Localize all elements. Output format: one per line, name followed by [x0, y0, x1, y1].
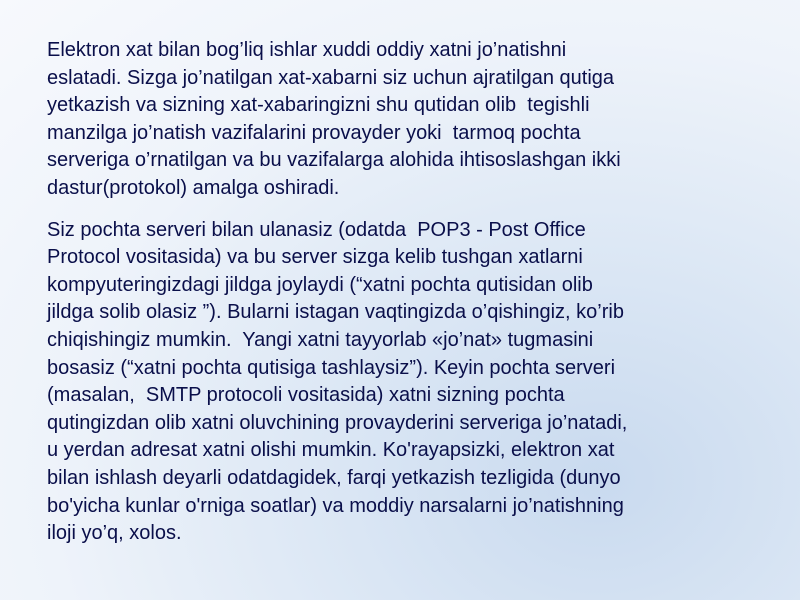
paragraph-email-intro: Elektron xat bilan bog’liq ishlar xuddi oddiy xatni jo’natishni eslatadi. Sizga jo’natilgan xat-xabarni siz uchun ajratilgan qutiga yetkazish va sizning xat-xabaringizni shu qutidan olib tegishli manzilga jo’natish vazifalarini provayder yoki tarmoq pochta serveriga o’rnatilgan va bu vazifalarga alohida ihtisoslashgan ikki dastur(protokol) amalga oshiradi. [47, 39, 621, 199]
paragraph-mail-protocols: Siz pochta serveri bilan ulanasiz (odatda POP3 - Post Office Protocol vositasida) va bu server sizga kelib tushgan xatlarni kompyuteringizdagi jildga joylaydi (“xatni pochta qutisidan olib jildga solib olasiz ”). Bularni istagan vaqtingizda o’qishingiz, ko’rib chiqishingiz mumkin. Yangi xatni tayyorlab «jo’nat» tugmasini bosasiz (“xatni pochta qutisiga tashlaysiz”). Keyin pochta serveri (masalan, SMTP protocoli vositasida) xatni sizning pochta qutingizdan olib xatni oluvchining provayderini serveriga jo’natadi, u yerdan adresat xatni olishi mumkin. Ko'rayapsizki, elektron xat bilan ishlash deyarli odatdagidek, farqi yetkazish tezligida (dunyo bo'yicha kunlar o'rniga soatlar) va moddiy narsalarni jo’natishning iloji yo’q, xolos. [47, 218, 628, 545]
